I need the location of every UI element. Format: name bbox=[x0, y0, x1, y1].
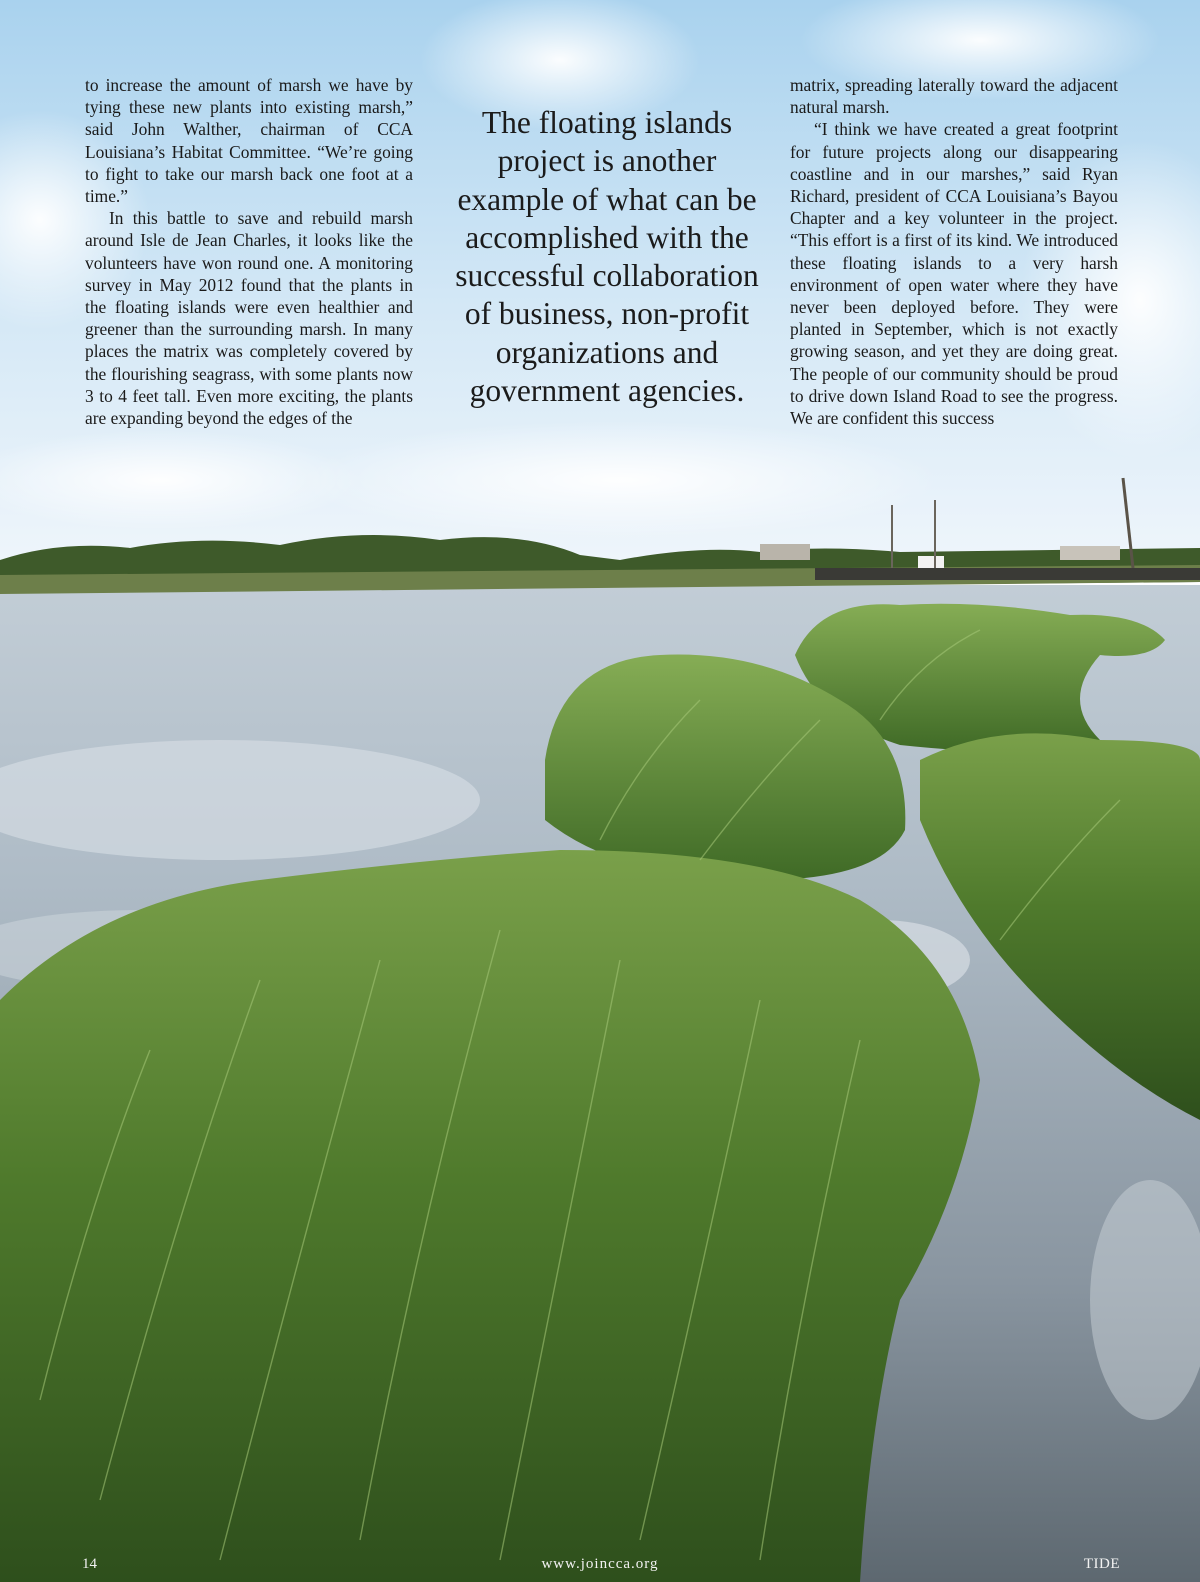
article-column-left bbox=[85, 74, 413, 429]
article-paragraph: matrix, spreading laterally toward the adjacent natural marsh. bbox=[790, 75, 1118, 118]
pull-quote: The floating islands project is another example of what can be accomplished with the successful collaboration of business, non-profit organizations and government agencies. bbox=[455, 105, 759, 409]
magazine-name: TIDE bbox=[1083, 1556, 1120, 1572]
article-column-right bbox=[790, 74, 1118, 429]
article-paragraph: “I think we have created a great footprint for future projects along our disappearing coastline and in our marshes,” said Ryan Richard, president of CCA Louisiana’s Bayou Chapter and a key volunteer in the project. “This effort is a first of its kind. We introduced these floating islands to a very harsh environment of open water where they have never been deployed before. They were planted in September, which is not exactly growing season, and yet they are doing great. The people of our community should be proud to drive down Island Road to see the progress. We are confident this success bbox=[790, 119, 1118, 429]
website-url: www.joincca.org bbox=[541, 1556, 659, 1572]
article-paragraph: In this battle to save and rebuild marsh around Isle de Jean Charles, it looks like the volunteers have won round one. A monitoring survey in May 2012 found that the plants in the floating islands were even healthier and greener than the surrounding marsh. In many places the matrix was completely covered by the flourishing seagrass, with some plants now 3 to 4 feet tall. Even more exciting, the plants are expanding beyond the edges of the bbox=[85, 208, 413, 429]
article-paragraph: to increase the amount of marsh we have by tying these new plants into existing marsh,” said John Walther, chairman of CCA Louisiana’s Habitat Committee. “We’re going to fight to take our marsh back one foot at a time.” bbox=[85, 75, 413, 207]
page-number: 14 bbox=[82, 1556, 97, 1572]
